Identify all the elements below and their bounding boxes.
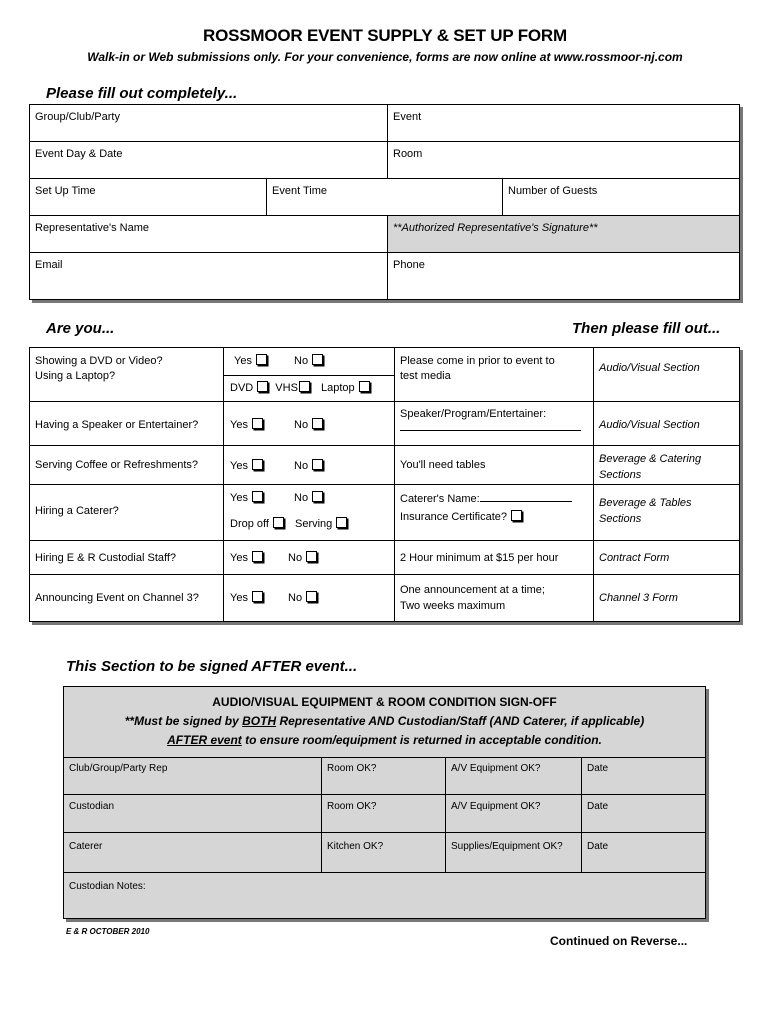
email-label: Email	[35, 259, 63, 271]
continued-note: Continued on Reverse...	[550, 934, 688, 948]
q1-fill	[594, 348, 739, 402]
signoff-rep-room-label: Room OK?	[327, 763, 377, 774]
q2-note-text: Speaker/Program/Entertainer:	[400, 408, 547, 420]
q4-fill-line2: Sections	[599, 513, 642, 525]
signoff-instruction-line1	[64, 714, 705, 728]
signoff-caterer-supplies-cell[interactable]	[446, 833, 582, 873]
signoff-line1-pre: **Must be signed by	[124, 714, 243, 728]
signoff-instruction-line2	[64, 733, 705, 747]
q5-fill-label: Contract Form	[599, 552, 670, 564]
q5-no-checkbox[interactable]	[306, 551, 317, 562]
q2-note	[395, 402, 594, 446]
section1-heading: Please fill out completely...	[46, 85, 238, 102]
signoff-custodian-date-label: Date	[587, 801, 609, 812]
q2-no-checkbox[interactable]	[312, 418, 323, 429]
q4-question-text: Hiring a Caterer?	[35, 505, 119, 517]
signoff-custodian-label: Custodian	[69, 801, 115, 812]
q2-speaker-line[interactable]	[400, 420, 581, 431]
q4-fill	[594, 485, 739, 541]
q1-vhs-label: VHS	[275, 382, 298, 394]
q3-note-text: You'll need tables	[400, 459, 486, 471]
signoff-rep-av-cell[interactable]	[446, 757, 582, 795]
q5-options	[224, 541, 395, 575]
event-day-field[interactable]	[30, 142, 388, 179]
q1-no-checkbox[interactable]	[312, 354, 323, 365]
q6-note-line1: One announcement at a time;	[400, 584, 545, 596]
event-label: Event	[393, 111, 422, 123]
signature-field[interactable]	[388, 216, 739, 253]
q6-yes-checkbox[interactable]	[252, 591, 263, 602]
signoff-line2-post: to ensure room/equipment is returned in acceptable condition.	[241, 733, 602, 747]
phone-field[interactable]	[388, 253, 739, 299]
signoff-caterer-label: Caterer	[69, 841, 103, 852]
q6-yes-label: Yes	[230, 592, 248, 604]
q2-no-label: No	[294, 419, 309, 431]
q4-caterer-name-label: Caterer's Name:	[400, 493, 480, 505]
q6-fill	[594, 575, 739, 621]
q6-fill-label: Channel 3 Form	[599, 592, 678, 604]
q2-question-text: Having a Speaker or Entertainer?	[35, 419, 199, 431]
phone-label: Phone	[393, 259, 425, 271]
guests-field[interactable]	[503, 179, 739, 216]
q3-options	[224, 446, 395, 485]
signoff-rep-cell[interactable]	[64, 757, 322, 795]
room-field[interactable]	[388, 142, 739, 179]
signature-label: **Authorized Representative's Signature**	[393, 222, 598, 234]
q5-yes-checkbox[interactable]	[252, 551, 263, 562]
q2-yes-label: Yes	[230, 419, 248, 431]
q2-options	[224, 402, 395, 446]
q4-no-label: No	[294, 492, 309, 504]
q4-question	[30, 485, 224, 541]
q1-line2: Using a Laptop?	[35, 370, 116, 382]
q1-yes-checkbox[interactable]	[256, 354, 267, 365]
q4-note	[395, 485, 594, 541]
q1-options	[224, 348, 395, 402]
setup-time-field[interactable]	[30, 179, 267, 216]
signoff-custodian-av-cell[interactable]	[446, 795, 582, 833]
q3-fill-line2: Sections	[599, 469, 642, 481]
signoff-custodian-av-label: A/V Equipment OK?	[451, 801, 541, 812]
q2-fill-label: Audio/Visual Section	[599, 419, 700, 431]
signoff-after-event: AFTER event	[167, 733, 242, 747]
q1-note-line1: Please come in prior to event to	[400, 355, 555, 367]
signoff-rep-label: Club/Group/Party Rep	[69, 763, 168, 774]
rep-name-label: Representative's Name	[35, 222, 149, 234]
q3-question-text: Serving Coffee or Refreshments?	[35, 459, 199, 471]
room-label: Room	[393, 148, 423, 160]
group-label: Group/Club/Party	[35, 111, 120, 123]
q5-fill	[594, 541, 739, 575]
q4-dropoff-checkbox[interactable]	[273, 517, 284, 528]
setup-time-label: Set Up Time	[35, 185, 96, 197]
q2-question	[30, 402, 224, 446]
group-field[interactable]	[30, 105, 388, 142]
signoff-rep-date-cell[interactable]	[582, 757, 705, 795]
q4-insurance-label: Insurance Certificate?	[400, 511, 507, 523]
questions-box	[29, 347, 740, 622]
custodian-notes-label: Custodian Notes:	[69, 881, 146, 892]
guests-label: Number of Guests	[508, 185, 598, 197]
signoff-line1-post: Representative AND Custodian/Staff (AND Caterer, if applicable)	[276, 714, 645, 728]
q5-no-label: No	[288, 552, 303, 564]
event-info-box	[29, 104, 740, 300]
q1-question	[30, 348, 224, 402]
q6-options	[224, 575, 395, 621]
q4-yes-label: Yes	[230, 492, 248, 504]
q4-dropoff-label: Drop off	[230, 518, 269, 530]
signoff-caterer-cell[interactable]	[64, 833, 322, 873]
q1-laptop-checkbox[interactable]	[359, 381, 370, 392]
q3-question	[30, 446, 224, 485]
signoff-caterer-kitchen-label: Kitchen OK?	[327, 841, 384, 852]
signoff-caterer-date-label: Date	[587, 841, 609, 852]
q6-question-text: Announcing Event on Channel 3?	[35, 592, 199, 604]
rep-name-field[interactable]	[30, 216, 388, 253]
q2-fill	[594, 402, 739, 446]
q1-vhs-checkbox[interactable]	[299, 381, 310, 392]
q5-question-text: Hiring E & R Custodial Staff?	[35, 552, 177, 564]
q1-no-label: No	[294, 355, 309, 367]
signoff-custodian-room-cell[interactable]	[322, 795, 446, 833]
signoff-caterer-kitchen-cell[interactable]	[322, 833, 446, 873]
q3-yes-checkbox[interactable]	[252, 459, 263, 470]
q6-no-label: No	[288, 592, 303, 604]
form-code: E & R OCTOBER 2010	[66, 927, 150, 936]
q4-yes-checkbox[interactable]	[252, 491, 263, 502]
q5-note	[395, 541, 594, 575]
section2-left-heading: Are you...	[46, 320, 115, 337]
q1-yes-label: Yes	[234, 355, 252, 367]
form-subtitle: Walk-in or Web submissions only. For your convenience, forms are now online at www.rossmoor-nj.com	[87, 50, 683, 64]
q4-options	[224, 485, 395, 541]
signoff-box	[63, 686, 706, 919]
q6-note	[395, 575, 594, 621]
signoff-both: BOTH	[242, 714, 277, 728]
q3-no-checkbox[interactable]	[312, 459, 323, 470]
q4-serving-checkbox[interactable]	[336, 517, 347, 528]
signoff-custodian-cell[interactable]	[64, 795, 322, 833]
q4-serving-label: Serving	[295, 518, 333, 530]
q1-note-line2: test media	[400, 370, 451, 382]
section3-heading: This Section to be signed AFTER event...	[66, 658, 358, 675]
q2-yes-checkbox[interactable]	[252, 418, 263, 429]
q1-line1: Showing a DVD or Video?	[35, 355, 163, 367]
signoff-custodian-date-cell[interactable]	[582, 795, 705, 833]
signoff-caterer-supplies-label: Supplies/Equipment OK?	[451, 841, 563, 852]
signoff-rep-room-cell[interactable]	[322, 757, 446, 795]
q3-fill-line1: Beverage & Catering	[599, 453, 702, 465]
q6-note-line2: Two weeks maximum	[400, 600, 506, 612]
signoff-custodian-room-label: Room OK?	[327, 801, 377, 812]
q3-no-label: No	[294, 460, 309, 472]
q4-insurance-checkbox[interactable]	[511, 510, 522, 521]
event-day-label: Event Day & Date	[35, 148, 123, 160]
section2-right-heading: Then please fill out...	[572, 320, 721, 337]
q3-yes-label: Yes	[230, 460, 248, 472]
email-field[interactable]	[30, 253, 388, 299]
q3-note	[395, 446, 594, 485]
q5-note-text: 2 Hour minimum at $15 per hour	[400, 552, 559, 564]
event-time-field[interactable]	[267, 179, 503, 216]
form-title: ROSSMOOR EVENT SUPPLY & SET UP FORM	[203, 26, 567, 45]
q1-fill-label: Audio/Visual Section	[599, 362, 700, 374]
q1-dvd-label: DVD	[230, 382, 254, 394]
q1-note	[395, 348, 594, 402]
q6-question	[30, 575, 224, 621]
q1-dvd-checkbox[interactable]	[257, 381, 268, 392]
q4-caterer-name-line[interactable]	[480, 491, 572, 502]
q5-yes-label: Yes	[230, 552, 248, 564]
q6-no-checkbox[interactable]	[306, 591, 317, 602]
q4-fill-line1: Beverage & Tables	[599, 497, 692, 509]
custodian-notes-cell[interactable]	[64, 873, 705, 918]
signoff-title: AUDIO/VISUAL EQUIPMENT & ROOM CONDITION SIGN-OFF	[212, 695, 557, 709]
signoff-rep-av-label: A/V Equipment OK?	[451, 763, 541, 774]
q1-laptop-label: Laptop	[320, 382, 355, 394]
event-time-label: Event Time	[272, 185, 328, 197]
signoff-caterer-date-cell[interactable]	[582, 833, 705, 873]
q3-fill	[594, 446, 739, 485]
event-field[interactable]	[388, 105, 739, 142]
q5-question	[30, 541, 224, 575]
signoff-rep-date-label: Date	[587, 763, 609, 774]
q4-no-checkbox[interactable]	[312, 491, 323, 502]
